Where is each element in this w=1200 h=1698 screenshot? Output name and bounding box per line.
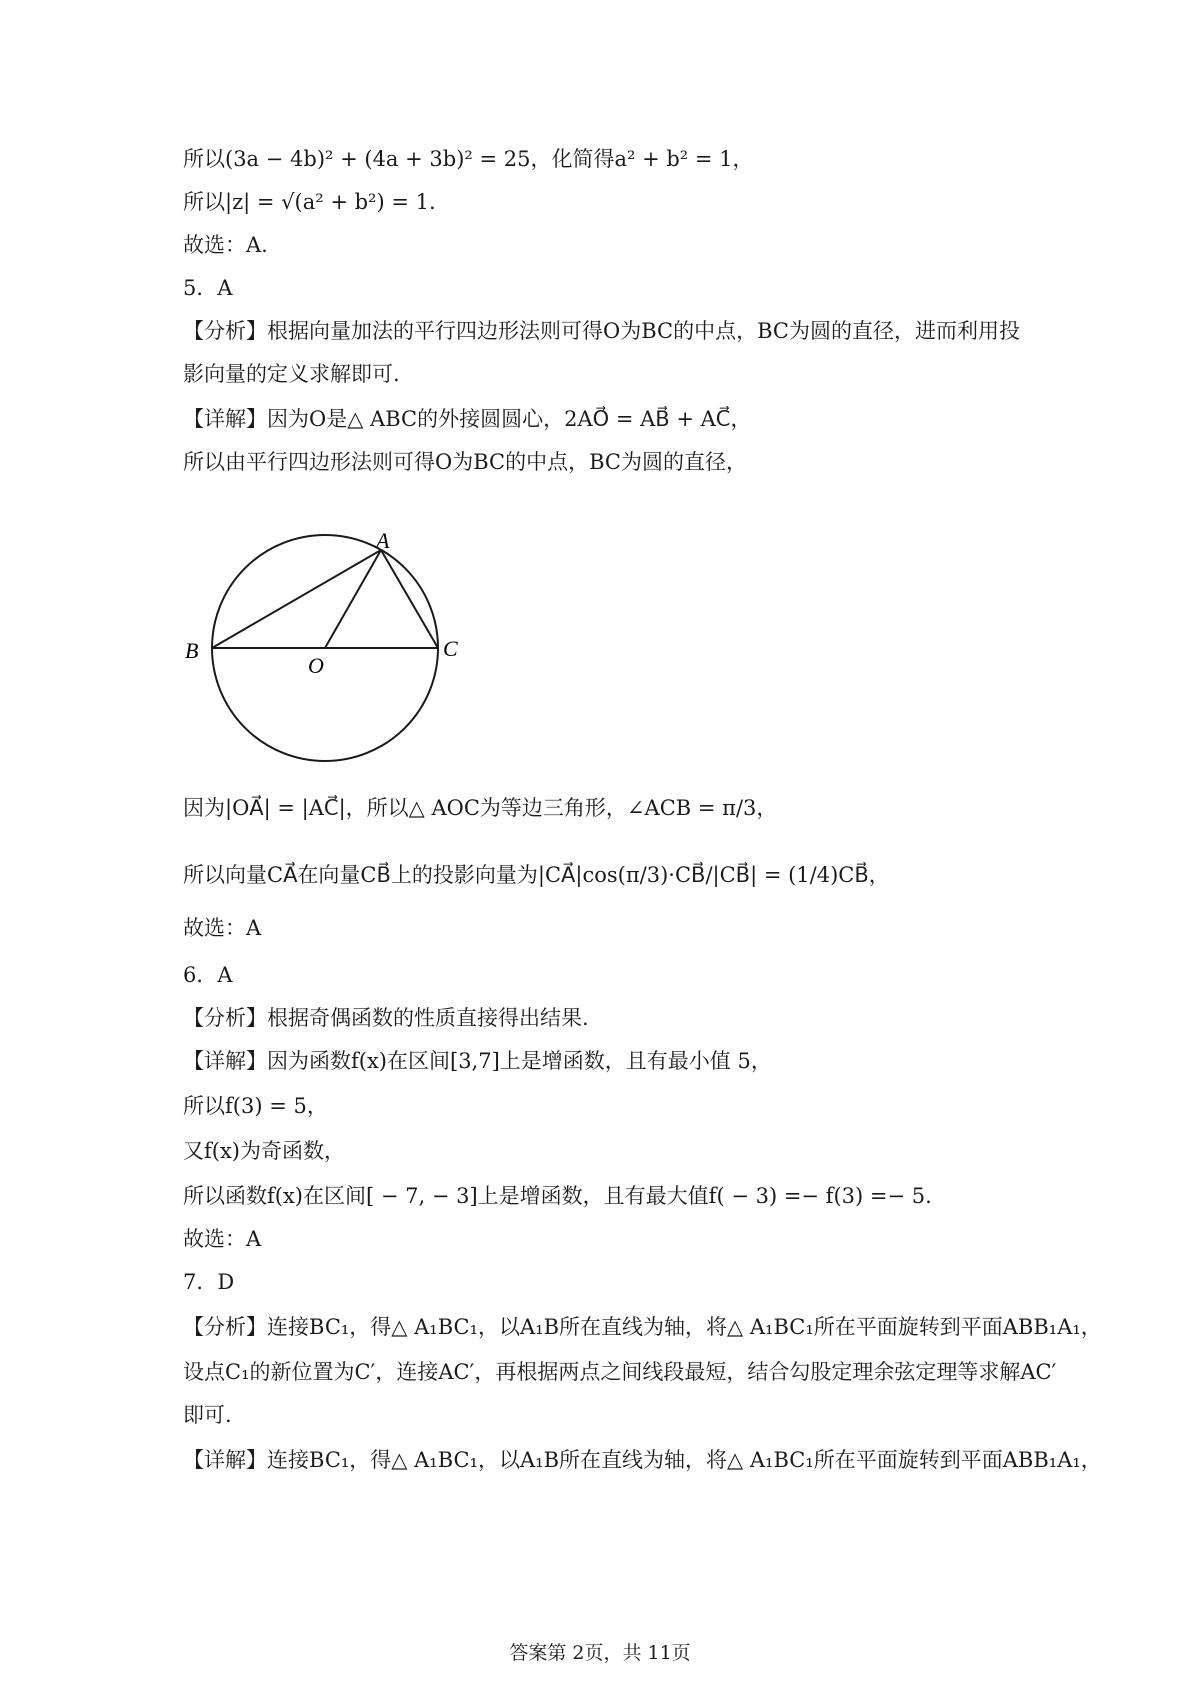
text-line-3: 故选：A. — [183, 233, 268, 257]
text-line-18: 故选：A — [183, 1227, 262, 1251]
text-line-23: 【详解】连接BC₁，得△ A₁BC₁，以A₁B所在直线为轴，将△ A₁BC₁所在平面旋转到平面ABB₁A₁， — [183, 1448, 1102, 1472]
text-line-2: 所以|z| = √(a² + b²) = 1. — [183, 190, 436, 214]
text-line-20: 【分析】连接BC₁，得△ A₁BC₁，以A₁B所在直线为轴，将△ A₁BC₁所在平面旋转到平面ABB₁A₁， — [183, 1315, 1102, 1339]
text-line-5: 【分析】根据向量加法的平行四边形法则可得O为BC的中点，BC为圆的直径，进而利用投 — [183, 319, 1020, 343]
text-line-15: 所以f(3) = 5， — [183, 1094, 328, 1118]
segment-oa — [325, 550, 381, 648]
question-6-answer: 6．A — [183, 963, 233, 987]
text-line-22: 即可. — [183, 1403, 232, 1427]
text-line-8: 所以由平行四边形法则可得O为BC的中点，BC为圆的直径， — [183, 450, 747, 474]
text-line-13: 【分析】根据奇偶函数的性质直接得出结果. — [183, 1006, 589, 1030]
text-line-9: 因为|OA⃗| = |AC⃗|，所以△ AOC为等边三角形，∠ACB = π/3， — [183, 796, 778, 820]
text-line-21: 设点C₁的新位置为C′，连接AC′，再根据两点之间线段最短，结合勾股定理余弦定理等求解AC′ — [183, 1360, 1057, 1384]
label-c: C — [443, 636, 458, 661]
text-line-6: 影向量的定义求解即可. — [183, 362, 400, 386]
text-line-10: 所以向量CA⃗在向量CB⃗上的投影向量为|CA⃗|cos(π/3)·CB⃗/|CB⃗| = (1/4)CB⃗， — [183, 863, 890, 887]
label-b: B — [185, 638, 199, 663]
label-o: O — [308, 653, 324, 678]
text-line-7: 【详解】因为O是△ ABC的外接圆圆心，2AO⃗ = AB⃗ + AC⃗， — [183, 407, 752, 431]
text-line-17: 所以函数f(x)在区间[ − 7, − 3]上是增函数，且有最大值f( − 3) =− f(3) =− 5. — [183, 1184, 932, 1208]
text-line-11: 故选：A — [183, 916, 262, 940]
label-a: A — [376, 530, 390, 553]
segment-ac — [381, 550, 438, 648]
circle-triangle-diagram — [180, 530, 460, 775]
text-line-14: 【详解】因为函数f(x)在区间[3,7]上是增函数，且有最小值 5， — [183, 1049, 772, 1073]
text-line-1: 所以(3a − 4b)² + (4a + 3b)² = 25，化简得a² + b² = 1， — [183, 147, 754, 171]
page-footer: 答案第 2页，共 11页 — [509, 1642, 691, 1664]
segment-ba — [212, 550, 381, 648]
question-7-answer: 7．D — [183, 1270, 235, 1294]
question-5-answer: 5．A — [183, 276, 233, 300]
text-line-16: 又f(x)为奇函数， — [183, 1139, 346, 1163]
